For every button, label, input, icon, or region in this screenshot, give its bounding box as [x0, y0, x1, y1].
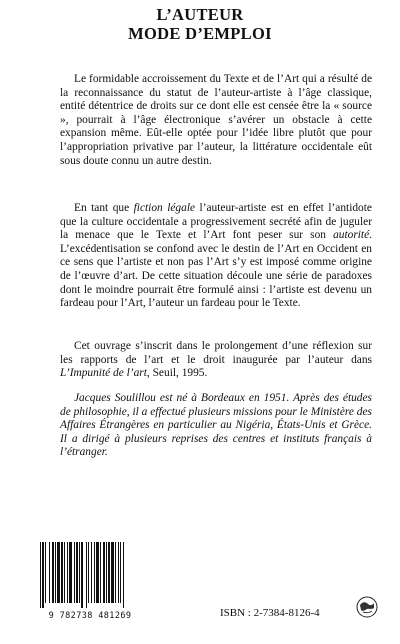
title-line-2: MODE D’EMPLOI [128, 24, 272, 43]
blurb-paragraph-3 [60, 340, 372, 381]
paragraph-3-part-a: Cet ouvrage s’inscrit dans le prolongement d’une réflexion sur les rapports de l’art et le droit inaugurée par l’auteur dans [60, 340, 372, 366]
publisher-globe-logo-icon [356, 596, 378, 618]
title-line-1: L’AUTEUR [156, 5, 244, 24]
barcode-digits: 9 782738 481269 [48, 611, 132, 621]
author-bio-text: Jacques Soulillou est né à Bordeaux en 1951. Après des études de philosophie, il a effectué plusieurs missions pour le Ministère des Affaires Étrangères en particulier au Nigéria, États-Unis et Grèce. Il a dirigé à plusieurs reprises des centres et instituts français à l’étranger. [60, 392, 372, 459]
blurb-paragraph-1 [60, 73, 372, 168]
paragraph-2-part-b: l’auteur-artiste est en effet l’antidote que la culture occidentale a progressivement secrété afin de juguler la menace que le Texte et l’Art font peser sur son [60, 202, 372, 242]
paragraph-3-emphasis: L’Impunité de l’art [60, 367, 147, 380]
paragraph-1-text: Le formidable accroissement du Texte et de l’Art qui a résulté de la reconnaissance du statut de l’auteur-artiste à l’âge classique, entité détentrice de droits sur ce dont elle est censée être la « source », pourrait à l’âge électronique s’avérer un obstacle à cette expansion même. Eût-elle optée pour l’idée libre plutôt que pour l’appropriation privative par l’auteur, la littérature occidentale eût sous doute connu un autre destin. [60, 73, 372, 167]
author-bio [60, 392, 372, 460]
isbn-text: ISBN : 2-7384-8126-4 [220, 607, 320, 619]
barcode [34, 540, 146, 620]
barcode-bars [34, 540, 146, 610]
paragraph-2-part-a: En tant que [74, 202, 134, 214]
paragraph-2-emphasis-2: autorité [333, 229, 370, 242]
paragraph-3-part-b: , Seuil, 1995. [146, 367, 208, 380]
paragraph-2-text [60, 202, 372, 311]
paragraph-3-text [60, 340, 372, 381]
paragraph-2-emphasis-1: fiction légale [133, 202, 196, 214]
paragraph-2-part-c: . L’excédentisation se confond avec le destin de l’Art en Occident en ce sens que l’artiste et non pas l’Art s’y est imposé comme origine de l’œuvre d’art. De cette situation découle une série de paradoxes dont le moindre pourrait être formulé ainsi : l’artiste est devenu un fardeau pour l’Art, l’auteur un fardeau pour le Texte. [60, 229, 372, 310]
blurb-paragraph-2 [60, 202, 372, 311]
